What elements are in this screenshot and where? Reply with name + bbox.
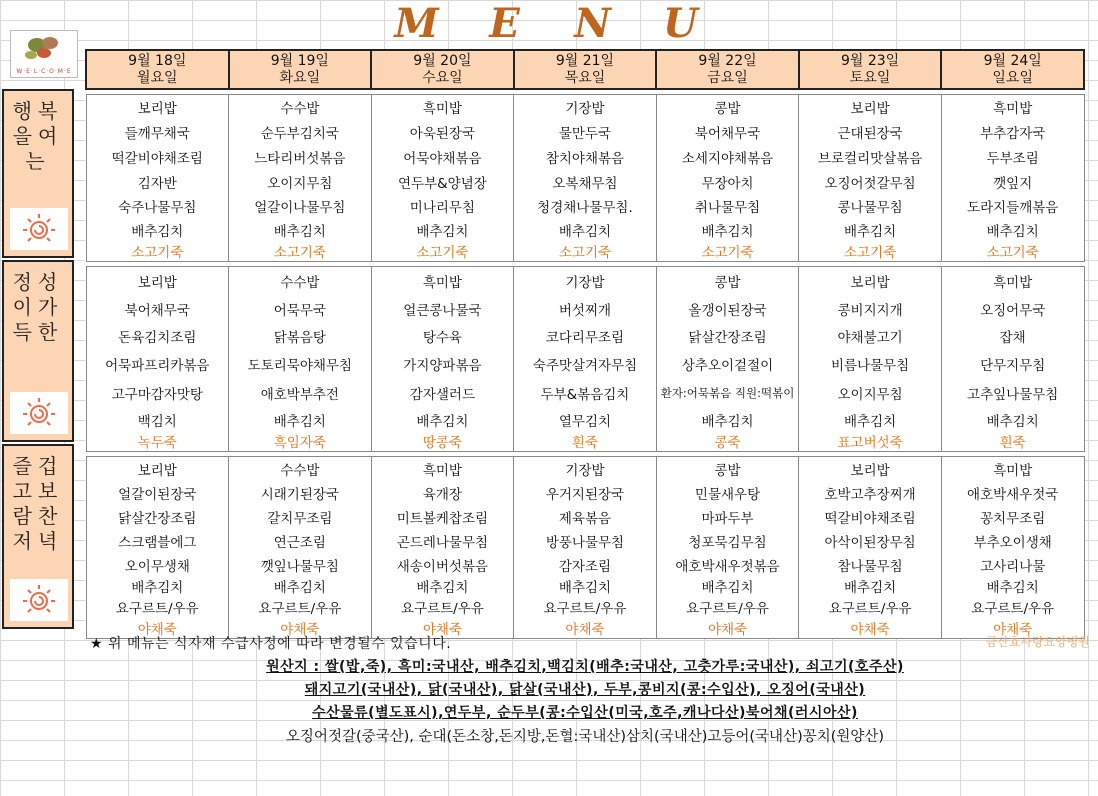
menu-cell: 오이지무침 — [799, 378, 942, 408]
menu-cell: 기장밥 — [514, 95, 657, 120]
notice-text: ★ 위 메뉴는 식자재 수급사정에 따라 변경될수 있습니다. — [90, 636, 452, 652]
menu-cell: 콩밥 — [656, 457, 799, 481]
menu-cell: 호박고추장찌개 — [799, 480, 942, 505]
menu-cell: 미트볼케찹조림 — [371, 505, 514, 529]
menu-cell: 떡갈비야채조림 — [86, 144, 229, 170]
menu-cell: 상추오이겉절이 — [656, 350, 799, 378]
porridge-cell: 소고기죽 — [514, 241, 657, 262]
title-letter: M — [394, 0, 440, 47]
menu-cell: 배추김치 — [371, 218, 514, 241]
porridge-cell: 야채죽 — [514, 618, 657, 639]
menu-cell: 콩밥 — [656, 267, 799, 296]
origin-line-4: 오징어젓갈(중국산), 순대(돈소창,돈지방,돈혈:국내산)삼치(국내산)고등어(국내산)꽁치(원양산) — [285, 729, 885, 745]
menu-row — [86, 350, 1084, 378]
menu-cell: 제육볶음 — [514, 505, 657, 529]
day-header — [371, 50, 514, 89]
menu-cell: 애호박부추전 — [229, 378, 372, 408]
day-date: 9월 19일 — [270, 52, 329, 69]
menu-cell: 취나물무침 — [656, 194, 799, 218]
menu-cell: 아욱된장국 — [371, 119, 514, 144]
meal-section-label — [2, 260, 74, 442]
menu-cell: 오이무생채 — [86, 553, 229, 576]
menu-cell: 배추김치 — [941, 408, 1084, 431]
menu-cell: 요구르트/우유 — [656, 596, 799, 618]
menu-cell: 민물새우탕 — [656, 480, 799, 505]
menu-cell: 배추김치 — [799, 408, 942, 431]
menu-cell: 고추잎나물무침 — [941, 378, 1084, 408]
menu-cell: 두부조림 — [941, 144, 1084, 170]
day-weekday: 일요일 — [992, 69, 1033, 86]
menu-cell: 콩나물무침 — [799, 194, 942, 218]
menu-cell: 오징어젓갈무침 — [799, 170, 942, 194]
menu-cell: 가지양파볶음 — [371, 350, 514, 378]
menu-row — [86, 322, 1084, 350]
menu-cell: 배추김치 — [514, 576, 657, 596]
menu-row — [86, 596, 1084, 618]
menu-row — [86, 194, 1084, 218]
menu-cell: 배추김치 — [514, 218, 657, 241]
menu-cell: 근대된장국 — [799, 119, 942, 144]
menu-cell: 수수밥 — [229, 267, 372, 296]
porridge-cell: 땅콩죽 — [371, 431, 514, 452]
day-weekday: 목요일 — [564, 69, 606, 86]
porridge-cell: 야채죽 — [229, 618, 372, 639]
day-date: 9월 21일 — [555, 52, 615, 69]
day-header — [941, 50, 1084, 89]
menu-cell: 브로컬리맛살볶음 — [799, 144, 942, 170]
day-date: 9월 23일 — [840, 52, 900, 69]
menu-cell: 스크램블에그 — [86, 529, 229, 553]
porridge-cell: 야채죽 — [371, 618, 514, 639]
menu-cell: 버섯찌개 — [514, 295, 657, 322]
menu-cell: 소세지야채볶음 — [656, 144, 799, 170]
porridge-cell: 콩죽 — [656, 431, 799, 452]
day-date: 9월 24일 — [983, 52, 1042, 69]
menu-cell: 닭살간장조림 — [656, 322, 799, 350]
menu-cell: 보리밥 — [799, 267, 942, 296]
origin-line-1: 원산지 : 쌀(밥,죽), 흑미:국내산, 배추김치,백김치(배추:국내산, 고춧가루:국내산), 쇠고기(호주산) — [266, 659, 904, 675]
title-letter: E — [489, 0, 521, 47]
porridge-cell: 야채죽 — [86, 618, 229, 639]
menu-row — [86, 480, 1084, 505]
menu-cell: 참나물무침 — [799, 553, 942, 576]
menu-cell: 고사리나물 — [941, 553, 1084, 576]
menu-cell: 고구마감자맛탕 — [86, 378, 229, 408]
menu-cell: 흑미밥 — [941, 95, 1084, 120]
menu-cell: 청포묵김무침 — [656, 529, 799, 553]
menu-cell: 감자조림 — [514, 553, 657, 576]
day-header — [514, 50, 657, 89]
menu-cell: 보리밥 — [799, 95, 942, 120]
day-date: 9월 20일 — [413, 52, 472, 69]
menu-cell: 요구르트/우유 — [514, 596, 657, 618]
menu-row — [86, 529, 1084, 553]
menu-cell: 기장밥 — [514, 457, 657, 481]
porridge-cell: 녹두죽 — [86, 431, 229, 452]
menu-cell: 배추김치 — [941, 576, 1084, 596]
menu-cell: 애호박새우젓국 — [941, 480, 1084, 505]
porridge-cell: 소고기죽 — [229, 241, 372, 262]
day-header — [799, 50, 942, 89]
menu-cell: 흑미밥 — [371, 95, 514, 120]
menu-cell: 얼갈이나물무침 — [229, 194, 372, 218]
menu-cell: 청경채나물무침. — [514, 194, 657, 218]
menu-cell: 콩비지지개 — [799, 295, 942, 322]
day-date: 9월 18일 — [128, 52, 187, 69]
menu-cell: 물만두국 — [514, 119, 657, 144]
menu-cell: 부추오이생채 — [941, 529, 1084, 553]
menu-cell: 갈치무조림 — [229, 505, 372, 529]
origin-line-3: 수산물류(별도표시),연두부, 순두부(콩:수입산(미국,호주,캐나다산)북어채(러시아산) — [312, 705, 858, 721]
menu-cell: 들깨무채국 — [86, 119, 229, 144]
menu-row — [86, 144, 1084, 170]
menu-row — [86, 576, 1084, 596]
day-header — [229, 50, 372, 89]
porridge-cell: 흰죽 — [941, 431, 1084, 452]
menu-cell: 깻잎지 — [941, 170, 1084, 194]
menu-cell: 북어채무국 — [656, 119, 799, 144]
menu-cell: 요구르트/우유 — [86, 596, 229, 618]
porridge-row — [86, 241, 1084, 262]
menu-cell: 배추김치 — [371, 408, 514, 431]
menu-row — [86, 295, 1084, 322]
section-label-text: 정성이가득한 — [12, 270, 64, 344]
menu-cell: 시래기된장국 — [229, 480, 372, 505]
menu-row — [86, 378, 1084, 408]
menu-cell: 배추김치 — [229, 218, 372, 241]
menu-cell: 곤드레나물무침 — [371, 529, 514, 553]
menu-cell: 수수밥 — [229, 457, 372, 481]
menu-cell: 흑미밥 — [371, 267, 514, 296]
porridge-cell: 표고버섯죽 — [799, 431, 942, 452]
menu-cell: 배추김치 — [656, 408, 799, 431]
menu-cell: 배추김치 — [86, 218, 229, 241]
menu-cell: 배추김치 — [656, 576, 799, 596]
menu-cell: 보리밥 — [86, 95, 229, 120]
meal-section-label — [2, 89, 74, 258]
menu-cell: 숙주나물무침 — [86, 194, 229, 218]
section-label-text: 즐겁고보람찬저녁 — [12, 454, 64, 553]
menu-row — [86, 505, 1084, 529]
menu-cell: 얼갈이된장국 — [86, 480, 229, 505]
menu-cell: 콩밥 — [656, 95, 799, 120]
menu-cell: 배추김치 — [799, 576, 942, 596]
menu-cell: 어묵야채볶음 — [371, 144, 514, 170]
sun-swirl-icon — [10, 579, 68, 621]
menu-cell: 탕수육 — [371, 322, 514, 350]
menu-cell: 배추김치 — [86, 576, 229, 596]
menu-cell: 보리밥 — [86, 267, 229, 296]
menu-cell: 순두부김치국 — [229, 119, 372, 144]
menu-row — [86, 95, 1084, 120]
porridge-cell: 흑임자죽 — [229, 431, 372, 452]
menu-title — [0, 2, 1098, 46]
menu-cell: 도토리묵야채무침 — [229, 350, 372, 378]
menu-cell: 잡채 — [941, 322, 1084, 350]
day-weekday: 금요일 — [707, 69, 748, 86]
menu-cell: 김자반 — [86, 170, 229, 194]
day-header-row — [86, 50, 1084, 89]
menu-cell: 보리밥 — [799, 457, 942, 481]
menu-cell: 두부&볶음김치 — [514, 378, 657, 408]
menu-cell: 요구르트/우유 — [799, 596, 942, 618]
menu-cell: 미나리무침 — [371, 194, 514, 218]
menu-cell: 비름나물무침 — [799, 350, 942, 378]
menu-cell: 배추김치 — [656, 218, 799, 241]
menu-cell: 방풍나물무침 — [514, 529, 657, 553]
menu-cell: 무장아치 — [656, 170, 799, 194]
day-weekday: 화요일 — [279, 69, 321, 86]
day-weekday: 수요일 — [422, 69, 463, 86]
menu-cell: 마파두부 — [656, 505, 799, 529]
menu-cell: 떡갈비야채조림 — [799, 505, 942, 529]
menu-cell: 배추김치 — [371, 576, 514, 596]
title-letter: N — [574, 0, 612, 47]
menu-cell: 단무지무침 — [941, 350, 1084, 378]
menu-cell: 코다리무조림 — [514, 322, 657, 350]
porridge-cell: 소고기죽 — [371, 241, 514, 262]
menu-cell: 보리밥 — [86, 457, 229, 481]
porridge-cell: 소고기죽 — [799, 241, 942, 262]
menu-cell: 요구르트/우유 — [229, 596, 372, 618]
porridge-cell: 소고기죽 — [86, 241, 229, 262]
meal-section-label — [2, 444, 74, 629]
menu-row — [86, 267, 1084, 296]
menu-cell: 닭볶음탕 — [229, 322, 372, 350]
menu-cell: 깻잎나물무침 — [229, 553, 372, 576]
menu-cell: 연두부&양념장 — [371, 170, 514, 194]
menu-cell: 아삭이된장무침 — [799, 529, 942, 553]
sun-swirl-icon — [10, 392, 68, 434]
porridge-cell: 소고기죽 — [656, 241, 799, 262]
menu-cell: 흑미밥 — [941, 457, 1084, 481]
menu-row — [86, 218, 1084, 241]
menu-cell: 요구르트/우유 — [371, 596, 514, 618]
menu-cell: 숙주맛살겨자무침 — [514, 350, 657, 378]
menu-row — [86, 170, 1084, 194]
menu-row — [86, 408, 1084, 431]
porridge-cell: 소고기죽 — [941, 241, 1084, 262]
menu-cell: 배추김치 — [229, 576, 372, 596]
menu-cell: 감자샐러드 — [371, 378, 514, 408]
day-header — [86, 50, 229, 89]
section-label-text: 행복을여는 — [12, 99, 64, 173]
day-weekday: 토요일 — [849, 69, 891, 86]
origin-line-2: 돼지고기(국내산), 닭(국내산), 닭살(국내산), 두부,콩비지(콩:수입산), 오징어(국내산) — [304, 682, 866, 698]
menu-cell: 기장밥 — [514, 267, 657, 296]
menu-row — [86, 457, 1084, 481]
porridge-cell: 야채죽 — [799, 618, 942, 639]
menu-cell: 오복채무침 — [514, 170, 657, 194]
menu-cell: 새송이버섯볶음 — [371, 553, 514, 576]
menu-cell: 얼큰콩나물국 — [371, 295, 514, 322]
menu-cell: 올갱이된장국 — [656, 295, 799, 322]
menu-cell: 참치야채볶음 — [514, 144, 657, 170]
porridge-cell: 야채죽 — [941, 618, 1084, 639]
menu-cell: 오이지무침 — [229, 170, 372, 194]
menu-cell: 우거지된장국 — [514, 480, 657, 505]
menu-cell: 흑미밥 — [371, 457, 514, 481]
menu-cell: 도라지들깨볶음 — [941, 194, 1084, 218]
menu-cell: 배추김치 — [229, 408, 372, 431]
menu-cell: 돈육김치조림 — [86, 322, 229, 350]
logo-text: W·E·L·C·O·M·E — [16, 68, 72, 75]
menu-cell: 어묵무국 — [229, 295, 372, 322]
sun-swirl-icon — [10, 208, 68, 250]
title-letter: U — [663, 0, 699, 47]
menu-cell: 닭살간장조림 — [86, 505, 229, 529]
menu-row — [86, 553, 1084, 576]
menu-cell: 백김치 — [86, 408, 229, 431]
menu-cell: 육개장 — [371, 480, 514, 505]
menu-cell: 오징어무국 — [941, 295, 1084, 322]
menu-cell: 배추김치 — [941, 218, 1084, 241]
menu-cell: 열무김치 — [514, 408, 657, 431]
menu-cell: 꽁치무조림 — [941, 505, 1084, 529]
menu-cell: 부추감자국 — [941, 119, 1084, 144]
menu-cell: 배추김치 — [799, 218, 942, 241]
menu-cell: 수수밥 — [229, 95, 372, 120]
menu-cell: 연근조림 — [229, 529, 372, 553]
porridge-cell: 흰죽 — [514, 431, 657, 452]
weekly-menu-table — [85, 49, 1085, 639]
menu-cell: 애호박새우젓볶음 — [656, 553, 799, 576]
menu-cell: 북어채무국 — [86, 295, 229, 322]
day-date: 9월 22일 — [698, 52, 757, 69]
menu-cell: 요구르트/우유 — [941, 596, 1084, 618]
porridge-row — [86, 431, 1084, 452]
menu-cell: 야채불고기 — [799, 322, 942, 350]
day-header — [656, 50, 799, 89]
menu-row — [86, 119, 1084, 144]
menu-cell: 환자:어묵볶음 직원:떡볶이 — [656, 378, 799, 408]
day-weekday: 월요일 — [136, 69, 178, 86]
menu-cell: 흑미밥 — [941, 267, 1084, 296]
hospital-name: 금산효사랑요양병원 — [985, 635, 1090, 649]
porridge-cell: 야채죽 — [656, 618, 799, 639]
menu-cell: 느타리버섯볶음 — [229, 144, 372, 170]
menu-cell: 어묵파프리카볶음 — [86, 350, 229, 378]
